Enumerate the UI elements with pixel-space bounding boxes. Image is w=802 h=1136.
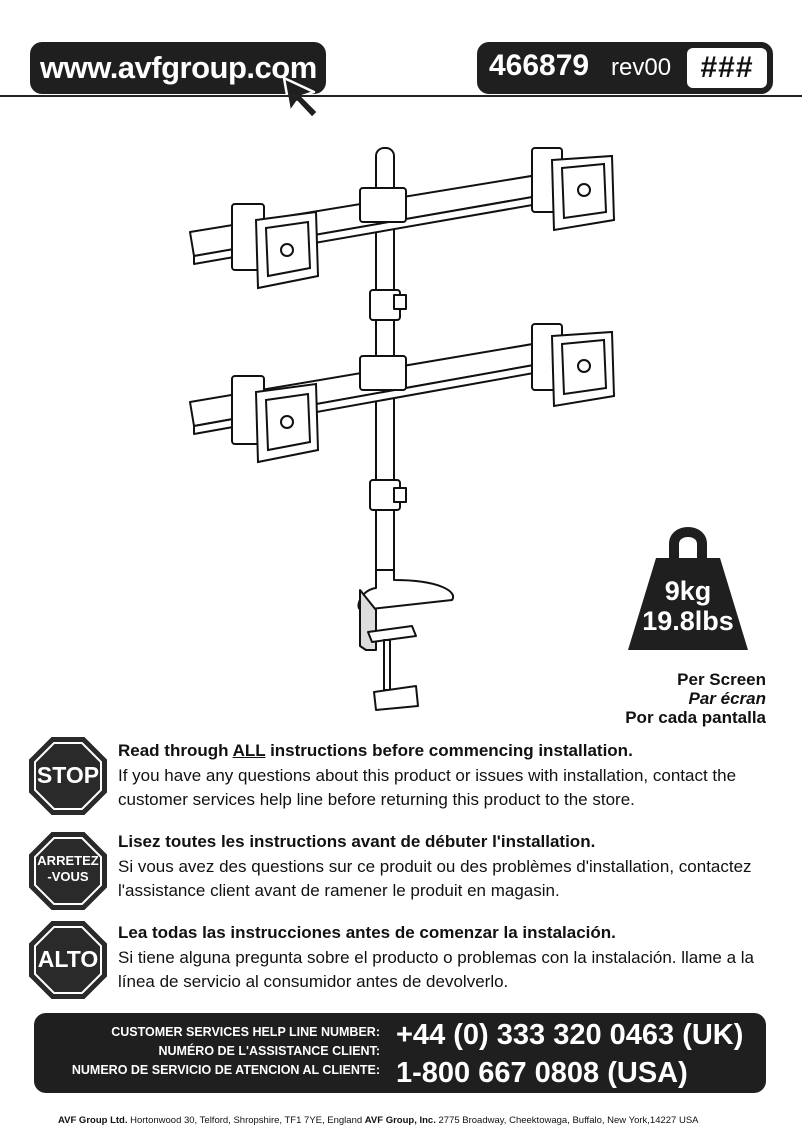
warning-en-body: If you have any questions about this product or issues with installation, contact the customer services help line before returning this product to the store.: [118, 766, 737, 809]
warning-es-title: Lea todas las instrucciones antes de comenzar la instalación.: [118, 923, 616, 942]
footer-addresses: [58, 1115, 699, 1126]
footer-address-uk: Hortonwood 30, Telford, Shropshire, TF1 7YE, England: [127, 1115, 365, 1126]
arretez-sign-label: ARRETEZ -VOUS: [37, 853, 99, 884]
per-screen-caption: [625, 670, 766, 727]
cursor-arrow-icon: [280, 74, 326, 120]
stop-sign-label: STOP: [36, 762, 100, 788]
warning-fr: [118, 831, 788, 903]
vesa-plate-bottom-left: [232, 376, 318, 462]
alto-sign-label: ALTO: [37, 946, 99, 972]
helpline-numbers: [396, 1016, 743, 1092]
weight-kg: 9kg: [664, 576, 712, 606]
helpline-label-fr: NUMÉRO DE L'ASSISTANCE CLIENT:: [158, 1044, 380, 1058]
warning-es-body: Si tiene alguna pregunta sobre el producto o problemas con la instalación. llame a la línea de servicio al consumidor antes de devolverlo.: [118, 948, 755, 991]
warning-fr-body: Si vous avez des questions sur ce produit ou des problèmes d'installation, contactez l'assistance client avant de ramener le produit en magasin.: [118, 857, 752, 900]
helpline-number-uk[interactable]: +44 (0) 333 320 0463 (UK): [396, 1019, 744, 1051]
hash-label: ###: [687, 48, 767, 88]
warning-en-title: Read through ALL instructions before commencing installation.: [118, 741, 633, 760]
product-code: 466879: [489, 49, 590, 82]
footer-company-us: AVF Group, Inc.: [364, 1115, 436, 1126]
helpline-labels: [34, 1023, 380, 1080]
revision-label: rev00: [611, 54, 672, 81]
per-screen-fr: Par écran: [688, 689, 766, 708]
helpline-number-usa[interactable]: 1-800 667 0808 (USA): [396, 1057, 688, 1089]
warning-en: [118, 740, 788, 812]
vesa-plate-bottom-right: [532, 324, 614, 406]
per-screen-en: Per Screen: [677, 670, 766, 689]
warning-fr-title: Lisez toutes les instructions avant de débuter l'installation.: [118, 832, 596, 851]
vesa-plate-top-right: [532, 148, 614, 230]
per-screen-es: Por cada pantalla: [625, 708, 766, 727]
website-url[interactable]: www.avfgroup.com: [40, 50, 317, 85]
vesa-plate-top-left: [232, 204, 318, 288]
footer-address-us: 2775 Broadway, Cheektowaga, Buffalo, New York,14227 USA: [435, 1115, 699, 1126]
weight-lbs: 19.8lbs: [642, 606, 734, 636]
helpline-label-en: CUSTOMER SERVICES HELP LINE NUMBER:: [111, 1025, 380, 1039]
footer-company-uk: AVF Group Ltd.: [58, 1115, 128, 1126]
helpline-label-es: NUMERO DE SERVICIO DE ATENCION AL CLIENTE:: [71, 1063, 380, 1077]
product-code-badge: [477, 42, 773, 94]
helpline-bar: [34, 1013, 766, 1093]
warning-es: [118, 922, 788, 994]
quad-monitor-mount-illustration: [180, 140, 630, 720]
header-divider: [0, 95, 802, 97]
